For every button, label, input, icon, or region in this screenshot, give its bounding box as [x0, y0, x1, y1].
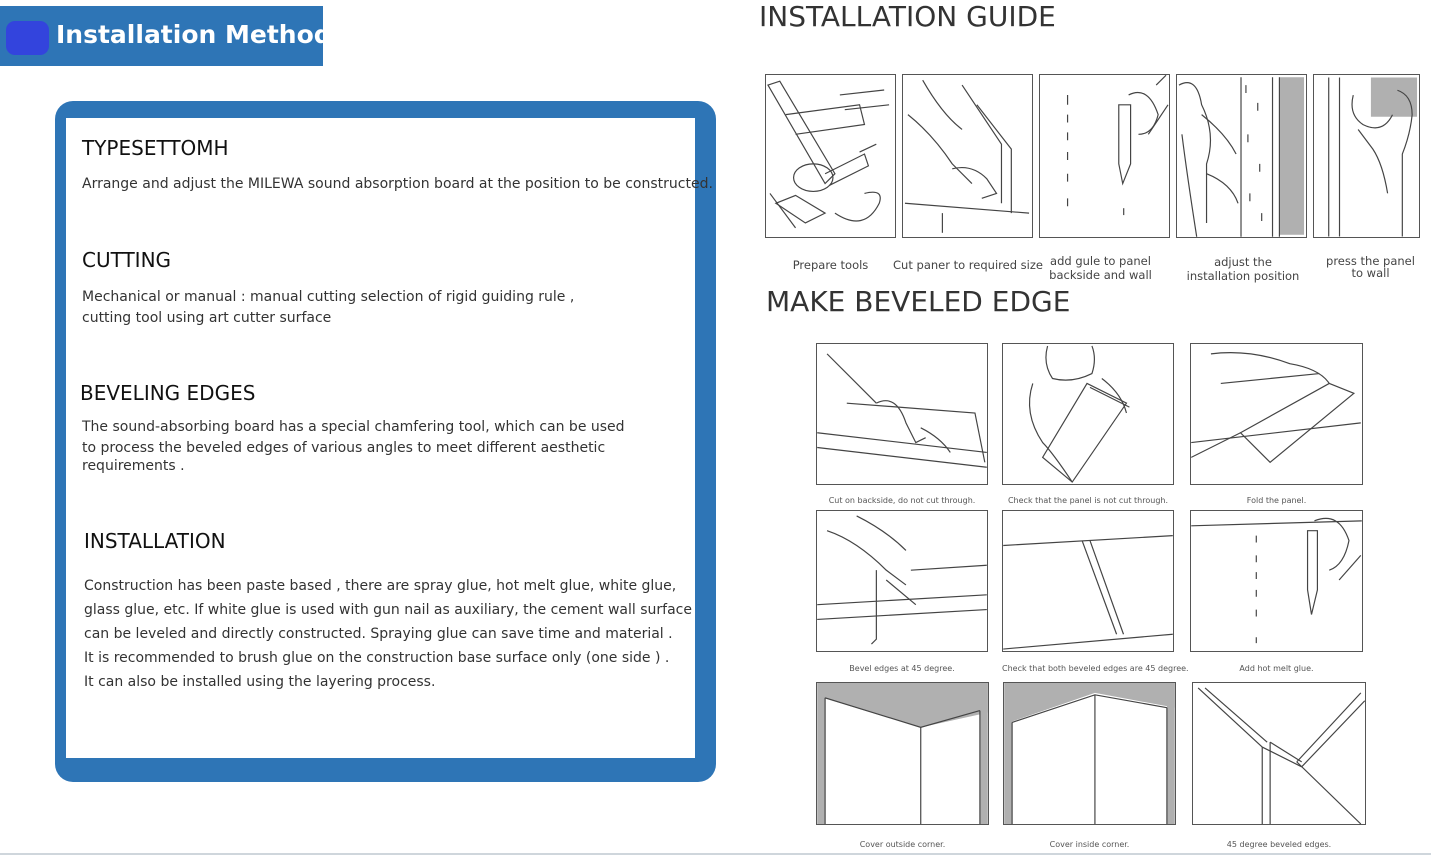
guide-panel-adjust-position [1176, 74, 1307, 238]
bevel-panel-inside-corner [1003, 682, 1176, 825]
bevel-panel-outside-corner [816, 682, 989, 825]
bevel-panel-hot-glue [1190, 510, 1363, 652]
section-text-beveling [82, 417, 625, 477]
caption-cut-panel [893, 258, 1043, 272]
caption-line: adjust the [1214, 255, 1272, 269]
text-line: The sound-absorbing board has a special chamfering tool, which can be used [82, 419, 625, 435]
method-content [66, 118, 713, 758]
bevel-panel-check-cut [1002, 343, 1174, 485]
caption-check-45: Check that both beveled edges are 45 degree. [1002, 664, 1189, 673]
caption-45-edges: 45 degree beveled edges. [1226, 840, 1332, 849]
section-title-cutting: CUTTING [82, 248, 172, 272]
adjust-illustration [1177, 75, 1306, 237]
text-line: It can also be installed using the layering process. [84, 674, 436, 690]
caption-press-panel [1313, 255, 1428, 279]
beveled-edges-illustration [1193, 683, 1365, 824]
caption-line: Cut paner to required size [893, 258, 1043, 272]
beveled-edge-title: MAKE BEVELED EDGE [766, 285, 1071, 318]
bevel-panel-cut-backside [816, 343, 988, 485]
check-cut-illustration [1003, 344, 1173, 484]
bevel-45-illustration [817, 511, 987, 651]
bevel-panel-fold [1190, 343, 1363, 485]
text-line: glass glue, etc. If white glue is used with gun nail as auxiliary, the cement wall surface [84, 602, 692, 618]
guide-panel-prepare-tools [765, 74, 896, 238]
caption-line: backside and wall [1049, 268, 1152, 282]
section-text-installation [84, 574, 692, 694]
glue-illustration [1040, 75, 1169, 237]
caption-line: add gule to panel [1050, 254, 1151, 268]
method-frame [55, 101, 716, 782]
section-text-typesetting [82, 174, 713, 195]
caption-adjust-position [1176, 255, 1310, 283]
header-banner [0, 6, 332, 66]
text-line: Arrange and adjust the MILEWA sound absorption board at the position to be constructed. [82, 176, 713, 192]
text-line: cutting tool using art cutter surface [82, 310, 332, 326]
caption-line: Prepare tools [792, 258, 869, 272]
caption-inside-corner: Cover inside corner. [1049, 840, 1130, 849]
guide-panel-add-glue [1039, 74, 1170, 238]
text-line: It is recommended to brush glue on the construction base surface only (one side ) . [84, 650, 670, 666]
page-title: Installation Method [56, 20, 332, 49]
section-title-installation: INSTALLATION [84, 529, 226, 553]
section-title-typesetting: TYPESETTOMH [82, 136, 229, 160]
cut-backside-illustration [817, 344, 987, 484]
section-title-beveling: BEVELING EDGES [80, 381, 256, 405]
caption-line: to wall [1351, 266, 1390, 280]
caption-line: installation position [1186, 269, 1300, 283]
cut-illustration [903, 75, 1032, 237]
hot-glue-illustration [1191, 511, 1362, 651]
text-line: can be leveled and directly constructed. Spraying glue can save time and material . [84, 626, 673, 642]
guide-panel-press-panel [1313, 74, 1420, 238]
caption-add-glue [1035, 254, 1166, 282]
bevel-panel-45-edges [1192, 682, 1366, 825]
outside-corner-illustration [817, 683, 988, 824]
header-accent-chip [6, 21, 49, 55]
installation-guide-title: INSTALLATION GUIDE [759, 0, 1056, 33]
tools-illustration [766, 75, 895, 237]
inside-corner-illustration [1004, 683, 1175, 824]
press-illustration [1314, 75, 1419, 237]
text-line: requirements . [82, 458, 185, 474]
caption-cut-backside: Cut on backside, do not cut through. [828, 496, 976, 505]
caption-outside-corner: Cover outside corner. [859, 840, 946, 849]
text-line: Mechanical or manual : manual cutting selection of rigid guiding rule , [82, 289, 575, 305]
guide-panel-cut-panel [902, 74, 1033, 238]
section-text-cutting [82, 287, 574, 329]
caption-check-cut: Check that the panel is not cut through. [1007, 496, 1169, 505]
check-45-illustration [1003, 511, 1173, 651]
caption-line: press the panel [1326, 254, 1415, 268]
fold-illustration [1191, 344, 1362, 484]
caption-prepare-tools [765, 258, 896, 272]
text-line: to process the beveled edges of various angles to meet different aesthetic [82, 440, 606, 456]
caption-fold: Fold the panel. [1246, 496, 1307, 505]
bevel-panel-check-45 [1002, 510, 1174, 652]
caption-bevel-45: Bevel edges at 45 degree. [849, 664, 955, 673]
text-line: Construction has been paste based , there are spray glue, hot melt glue, white glue, [84, 578, 677, 594]
caption-hot-glue: Add hot melt glue. [1239, 664, 1314, 673]
bevel-panel-45-degree [816, 510, 988, 652]
